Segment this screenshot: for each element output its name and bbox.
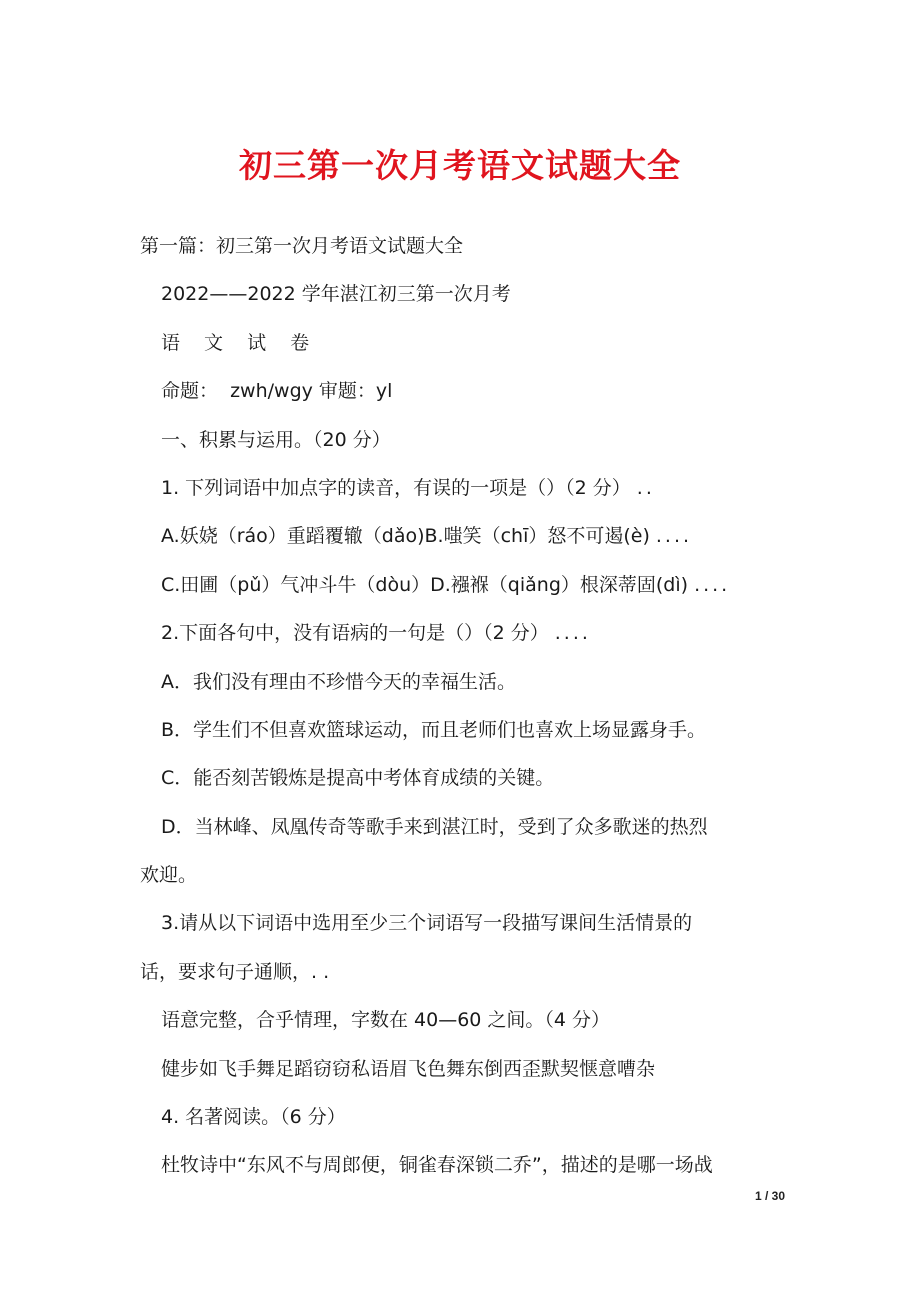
text-line-question-3-cont: 话，要求句子通顺，. . (140, 960, 330, 983)
text-line-question-2-option-a: A．我们没有理由不珍惜今天的幸福生活。 (161, 670, 516, 693)
text-line-question-1-option-ab: A.妖娆（ráo）重蹈覆辙（dǎo)B.嗤笑（chī）怒不可遏(è) .... (161, 525, 693, 548)
text-line-question-2-option-d: D．当林峰、凤凰传奇等歌手来到湛江时，受到了众多歌迷的热烈 (161, 815, 708, 838)
emphasis-dots: .... (655, 525, 693, 548)
text-line-question-4-prompt: 杜牧诗中“东风不与周郎便，铜雀春深锁二乔”，描述的是哪一场战 (161, 1154, 713, 1177)
text-line-section-heading: 第一篇：初三第一次月考语文试题大全 (140, 235, 464, 257)
emphasis-dots: .... (694, 573, 731, 596)
text-line-question-3-requirements: 语意完整，合乎情理，字数在 40—60 之间。（4 分） (161, 1009, 611, 1032)
text-line-question-2: 2.下面各句中，没有语病的一句是（）（2 分） .... (161, 622, 591, 645)
document-title: 初三第一次月考语文试题大全 (239, 146, 681, 185)
text-line-part-one: 一、积累与运用。（20 分） (161, 428, 391, 451)
text-line-authors: 命题： zwh/wgy 审题：yl (161, 380, 393, 403)
text-line-question-3-words: 健步如飞手舞足蹈窃窃私语眉飞色舞东倒西歪默契惬意嘈杂 (161, 1057, 656, 1080)
text-line-question-4: 4. 名著阅读。（6 分） (161, 1106, 346, 1129)
page-number: 1 / 30 (754, 1189, 785, 1203)
text-line-question-2-option-c: C．能否刻苦锻炼是提高中考体育成绩的关键。 (161, 767, 555, 790)
text-line-question-1-option-cd: C.田圃（pǔ）气冲斗牛（dòu）D.襁褓（qiǎng）根深蒂固(dì) .... (161, 573, 731, 596)
document-body (140, 222, 800, 1190)
emphasis-dots: .. (636, 476, 655, 499)
text-line-exam-subject: 语 文 试 卷 (161, 331, 319, 354)
text-line-question-1: 1. 下列词语中加点字的读音，有误的一项是（）（2 分） .. (161, 476, 655, 499)
emphasis-dots: .... (554, 622, 591, 645)
text-line-question-3: 3.请从以下词语中选用至少三个词语写一段描写课间生活情景的 (161, 912, 693, 935)
text-line-question-2-option-d-cont: 欢迎。 (140, 864, 198, 887)
text-line-question-2-option-b: B．学生们不但喜欢篮球运动，而且老师们也喜欢上场显露身手。 (161, 718, 707, 741)
text-line-exam-year: 2022——2022 学年湛江初三第一次月考 (161, 283, 511, 306)
